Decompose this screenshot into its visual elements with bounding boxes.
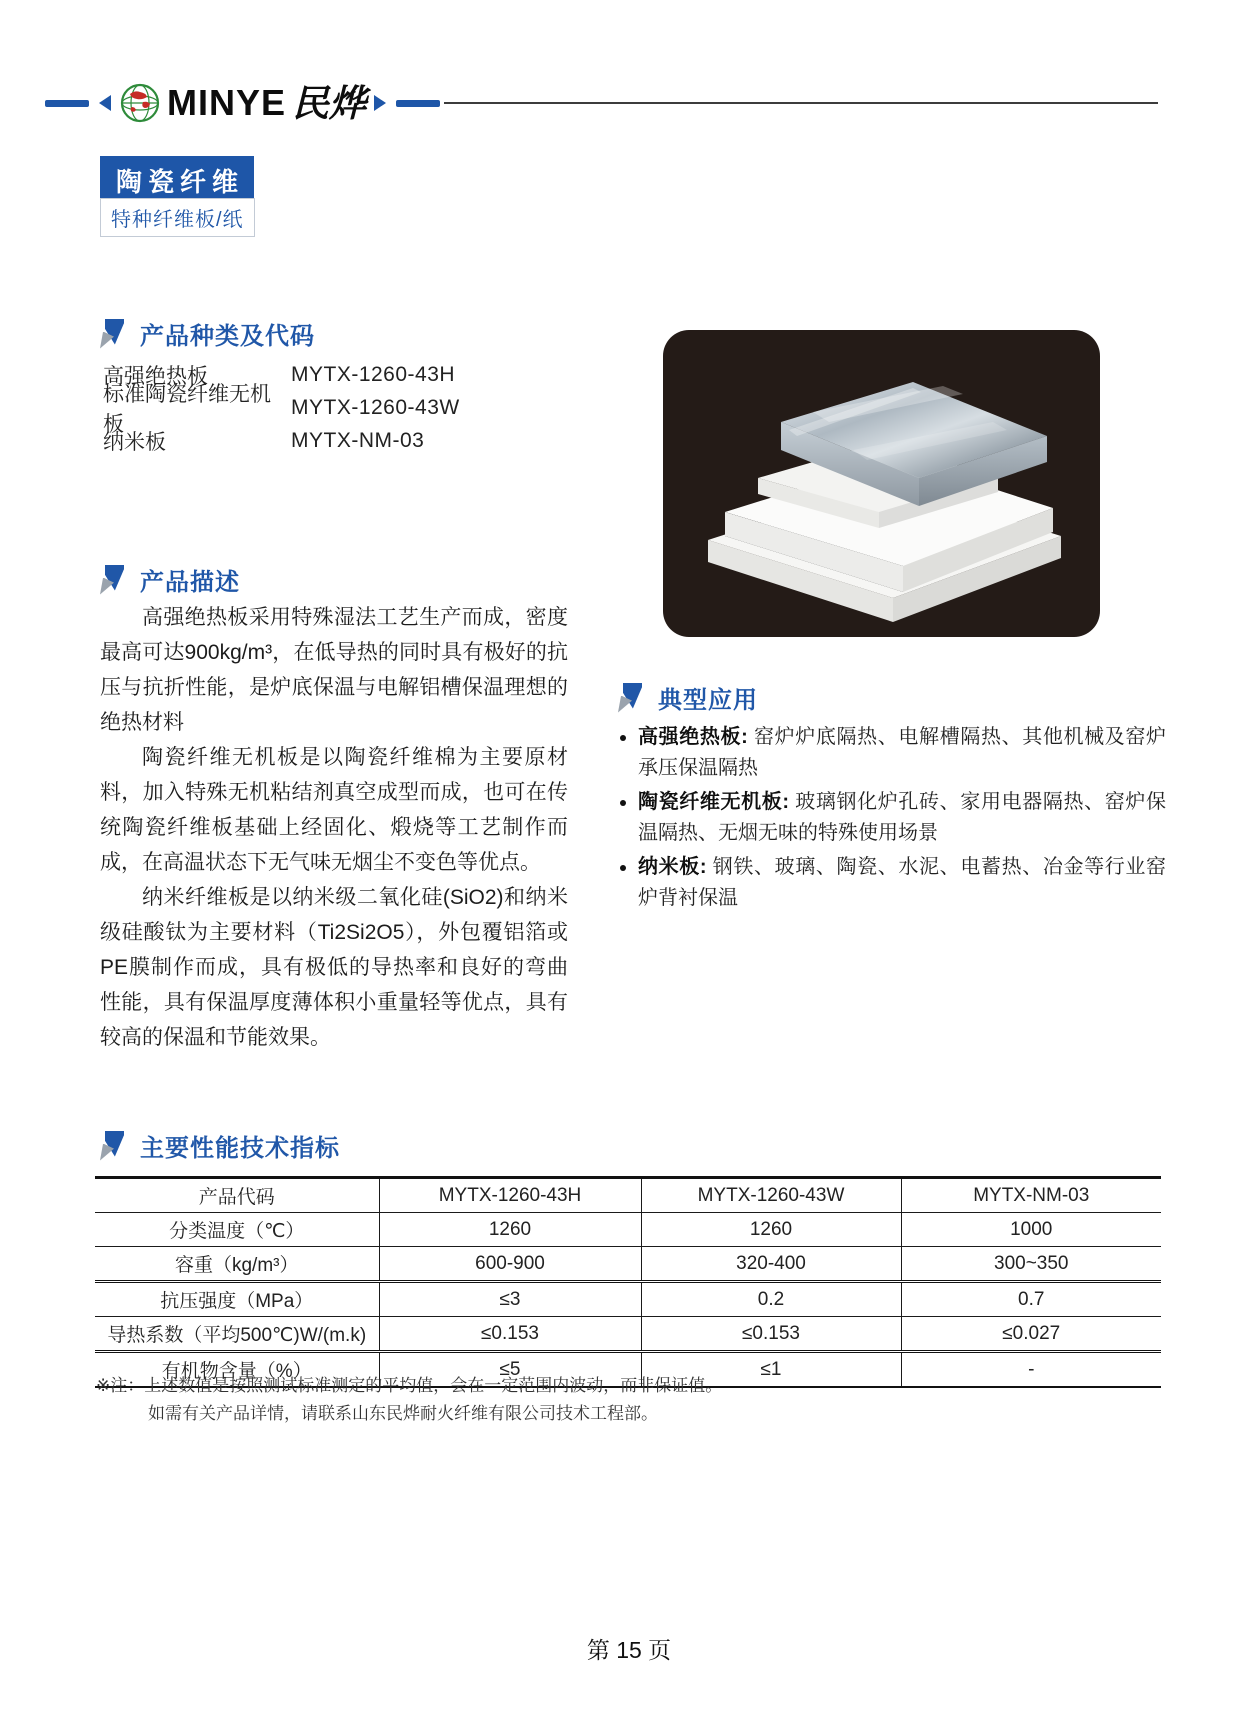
section-specs [100, 1128, 340, 1163]
table-cell: 分类温度（℃） [95, 1213, 379, 1247]
table-row [95, 1178, 1161, 1213]
type-name: 标准陶瓷纤维无机板 [103, 382, 271, 436]
table-cell: ≤1 [641, 1352, 901, 1388]
table-cell: 产品代码 [95, 1178, 379, 1213]
table-notes [96, 1372, 722, 1428]
note-line: ※注：上述数值是按照测试标准测定的平均值，会在一定范围内波动，而非保证值。 [96, 1376, 723, 1395]
description-paragraph: 高强绝热板采用特殊湿法工艺生产而成，密度最高可达900kg/m³，在低导热的同时具有极好的抗压与抗折性能，是炉底保温与电解铝槽保温理想的绝热材料 [100, 606, 568, 734]
table-cell: MYTX-1260-43H [379, 1178, 641, 1213]
application-item [618, 787, 1166, 849]
type-name: 纳米板 [103, 430, 166, 454]
table-row [95, 1247, 1161, 1282]
product-photo [663, 330, 1100, 637]
application-text: 玻璃钢化炉孔砖、家用电器隔热、窑炉保温隔热、无烟无味的特殊使用场景 [638, 791, 1166, 844]
bullet-icon [620, 800, 626, 806]
bullet-icon [620, 865, 626, 871]
product-type-list [103, 358, 460, 457]
table-row [95, 1213, 1161, 1247]
section-description [100, 562, 240, 597]
type-row [103, 382, 460, 436]
table-cell: ≤3 [379, 1282, 641, 1317]
specs-table [95, 1176, 1161, 1388]
flag-marker-icon [100, 565, 124, 595]
flag-marker-icon [100, 319, 124, 349]
category-badge: 陶瓷纤维 [100, 156, 254, 205]
brand-name-cn: 民烨 [292, 81, 367, 125]
table-cell: MYTX-NM-03 [901, 1178, 1161, 1213]
type-name: 高强绝热板 [103, 364, 208, 388]
table-cell: - [901, 1352, 1161, 1388]
table-cell: 0.2 [641, 1282, 901, 1317]
globe-icon [119, 82, 161, 124]
bullet-icon [620, 735, 626, 741]
section-heading: 典型应用 [658, 687, 758, 714]
table-cell: 320-400 [641, 1247, 901, 1282]
application-text: 钢铁、玻璃、陶瓷、水泥、电蓄热、冶金等行业窑炉背衬保温 [638, 856, 1166, 909]
description-text [100, 600, 568, 1055]
section-product-types [100, 316, 315, 351]
type-code: MYTX-1260-43H [291, 362, 456, 386]
application-name: 陶瓷纤维无机板: [638, 791, 790, 813]
table-cell: 1260 [641, 1213, 901, 1247]
type-code: MYTX-NM-03 [291, 428, 425, 452]
type-code: MYTX-1260-43W [291, 395, 460, 419]
brand-name-en: MINYE [167, 82, 287, 123]
application-item [618, 722, 1166, 784]
table-cell: 有机物含量（%） [95, 1352, 379, 1388]
flag-marker-icon [618, 683, 642, 713]
triangle-right-icon [374, 95, 386, 111]
page-header [45, 82, 1158, 124]
type-row [103, 424, 460, 457]
application-name: 高强绝热板: [638, 726, 748, 748]
table-cell: ≤0.027 [901, 1317, 1161, 1352]
table-cell: 导热系数（平均500℃)W/(m.k) [95, 1317, 379, 1352]
description-paragraph: 陶瓷纤维无机板是以陶瓷纤维棉为主要原材料，加入特殊无机粘结剂真空成型而成，也可在传统陶瓷纤维板基础上经固化、煅烧等工艺制作而成，在高温状态下无气味无烟尘不变色等优点。 [100, 746, 568, 874]
application-text: 窑炉炉底隔热、电解槽隔热、其他机械及窑炉承压保温隔热 [638, 726, 1166, 779]
description-paragraph: 纳米纤维板是以纳米级二氧化硅(SiO2)和纳米级硅酸钛为主要材料（Ti2Si2O5），外包覆铝箔或PE膜制作而成，具有极低的导热率和良好的弯曲性能，具有保温厚度薄体积小重量轻等优点，具有较高的保温和节能效果。 [100, 886, 568, 1049]
subcategory-badge: 特种纤维板/纸 [100, 198, 255, 237]
table-cell: 容重（kg/m³） [95, 1247, 379, 1282]
table-cell: MYTX-1260-43W [641, 1178, 901, 1213]
table-row [95, 1282, 1161, 1317]
section-applications [618, 680, 758, 715]
table-cell: 1000 [901, 1213, 1161, 1247]
table-cell: 1260 [379, 1213, 641, 1247]
fiber-boards-illustration [663, 330, 1100, 637]
note-line: 如需有关产品详情，请联系山东民烨耐火纤维有限公司技术工程部。 [148, 1404, 658, 1423]
section-heading: 主要性能技术指标 [140, 1135, 340, 1162]
application-name: 纳米板: [638, 856, 707, 878]
table-cell: 300~350 [901, 1247, 1161, 1282]
table-cell: 0.7 [901, 1282, 1161, 1317]
application-item [618, 852, 1166, 914]
table-cell: 600-900 [379, 1247, 641, 1282]
decorative-dash-left [45, 100, 89, 107]
table-cell: ≤0.153 [379, 1317, 641, 1352]
decorative-dash-right [396, 100, 440, 107]
table-row [95, 1317, 1161, 1352]
page-number: 第 15 页 [586, 1637, 672, 1663]
section-heading: 产品描述 [140, 569, 240, 596]
applications-list [618, 722, 1166, 917]
flag-marker-icon [100, 1131, 124, 1161]
section-heading: 产品种类及代码 [140, 323, 315, 350]
table-cell: ≤5 [379, 1352, 641, 1388]
table-cell: ≤0.153 [641, 1317, 901, 1352]
table-cell: 抗压强度（MPa） [95, 1282, 379, 1317]
triangle-left-icon [99, 95, 111, 111]
header-rule [444, 102, 1158, 104]
